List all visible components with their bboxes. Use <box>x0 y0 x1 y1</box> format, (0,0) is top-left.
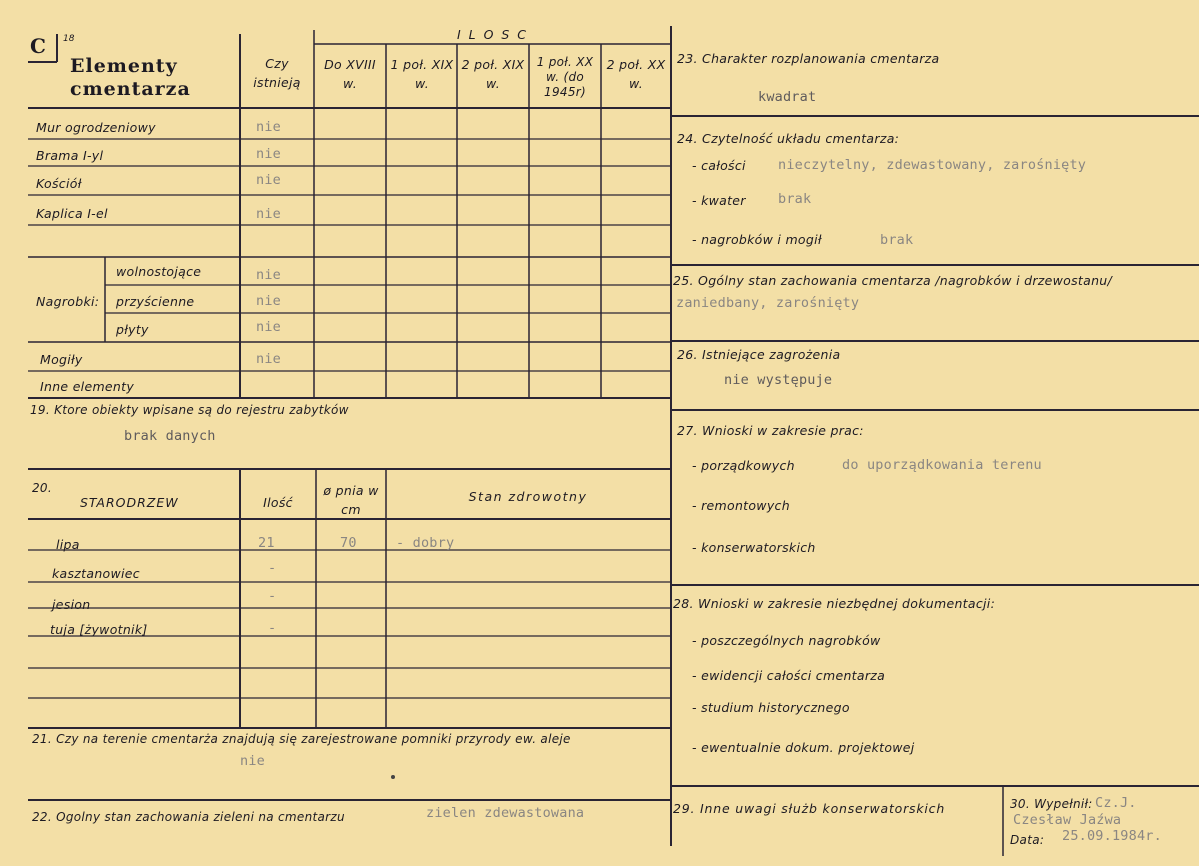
q24-item-answer: nieczytelny, zdewastowany, zarośnięty <box>778 157 1087 173</box>
nagrobki-row-label: płyty <box>116 322 149 337</box>
q28-item: - poszczególnych nagrobków <box>692 633 881 648</box>
q28-label: 28. Wnioski w zakresie niezbędnej dokumentacji: <box>673 596 996 611</box>
q26-label: 26. Istniejące zagrożenia <box>677 347 841 362</box>
period-2: 1 poł. XIX w. <box>390 57 454 91</box>
q28-item: - ewidencji całości cmentarza <box>692 668 886 683</box>
q30-date-label: Data: <box>1010 833 1045 847</box>
element-label: Kaplica I-el <box>36 206 108 221</box>
q27-item-label: - konserwatorskich <box>692 540 816 555</box>
mogily-value: nie <box>256 351 281 367</box>
q22-label: 22. Ogolny stan zachowania zieleni na cmentarzu <box>32 810 345 824</box>
mogily-label: Mogiły <box>40 352 83 367</box>
element-value: nie <box>256 119 281 135</box>
q26-answer: nie występuje <box>724 372 833 388</box>
q21-label: 21. Czy na terenie cmentarża znajdują się zarejestrowane pomniki przyrody ew. aleje <box>32 732 571 746</box>
starodrzew-col-stan: Stan zdrowotny <box>468 489 588 504</box>
tree-name: lipa <box>56 537 80 552</box>
period-4: 1 poł. XX w. (do 1945r) <box>536 55 594 99</box>
title-line1: Elementy <box>70 55 178 77</box>
q27-item-label: - remontowych <box>692 498 790 513</box>
inne-label: Inne elementy <box>40 379 135 394</box>
ilosc-header: I L O S C <box>456 27 529 42</box>
q23-label: 23. Charakter rozplanowania cmentarza <box>677 51 940 66</box>
card-letter: C <box>30 34 46 58</box>
q27-label: 27. Wnioski w zakresie prac: <box>677 423 864 438</box>
nagrobki-row-value: nie <box>256 319 281 335</box>
period-3: 2 poł. XIX w. <box>461 57 525 91</box>
starodrzew-title: STARODRZEW <box>80 495 179 510</box>
period-1: Do XVIII w. <box>324 57 376 91</box>
q24-item-label: - nagrobków i mogił <box>692 232 822 247</box>
q25-answer: zaniedbany, zarośnięty <box>676 295 860 311</box>
tree-name: tuja [żywotnik] <box>50 622 148 637</box>
tree-ilosc: 21 <box>258 535 275 551</box>
q28-item: - studium historycznego <box>692 700 850 715</box>
ink-dot <box>391 775 395 779</box>
q24-item-label: - całości <box>692 158 746 173</box>
q24-label: 24. Czytelność układu cmentarza: <box>677 131 900 146</box>
q30-initials: Cz.J. <box>1095 795 1137 811</box>
element-label: Mur ogrodzeniowy <box>36 120 156 135</box>
title-line2: cmentarza <box>70 78 191 100</box>
nagrobki-label: Nagrobki: <box>36 294 100 309</box>
nagrobki-row-label: wolnostojące <box>116 264 202 279</box>
nagrobki-row-label: przyścienne <box>116 294 195 309</box>
period-5: 2 poł. XX w. <box>606 57 666 91</box>
tree-ilosc: - <box>268 620 277 636</box>
nagrobki-row-value: nie <box>256 293 281 309</box>
q19-answer: brak danych <box>124 428 216 444</box>
tree-stan: - dobry <box>396 535 455 551</box>
tree-pien: 70 <box>340 535 357 551</box>
element-label: Kościół <box>36 176 82 191</box>
tree-name: kasztanowiec <box>52 566 140 581</box>
tree-ilosc: - <box>268 560 277 576</box>
q27-item-label: - porządkowych <box>692 458 795 473</box>
nagrobki-row-value: nie <box>256 267 281 283</box>
q25-label: 25. Ogólny stan zachowania cmentarza /nagrobków i drzewostanu/ <box>673 273 1113 288</box>
element-label: Brama I-yl <box>36 148 104 163</box>
q30-label: 30. Wypełnił: <box>1010 797 1093 811</box>
q23-answer: kwadrat <box>758 89 817 105</box>
tree-ilosc: - <box>268 588 277 604</box>
q30-date: 25.09.1984r. <box>1062 828 1162 844</box>
card-number: 18 <box>63 34 75 44</box>
q19-label: 19. Ktore obiekty wpisane są do rejestru zabytków <box>30 403 349 417</box>
starodrzew-number: 20. <box>32 481 52 495</box>
starodrzew-col-ilosc: Ilość <box>263 495 293 510</box>
q24-item-answer: brak <box>778 191 812 207</box>
starodrzew-col-pnia: ø pnia w cm <box>323 483 379 517</box>
q29-label: 29. Inne uwagi służb konserwatorskich <box>673 801 946 816</box>
element-value: nie <box>256 206 281 222</box>
tree-name: jesion <box>52 597 91 612</box>
q27-item-answer: do uporządkowania terenu <box>842 457 1042 473</box>
q30-name: Czesław Jaźwa <box>1013 812 1122 828</box>
q22-answer: zielen zdewastowana <box>426 805 585 821</box>
q21-answer: nie <box>240 753 265 769</box>
czy-istnieja-header: Czy istnieją <box>253 56 301 90</box>
element-value: nie <box>256 146 281 162</box>
q24-item-label: - kwater <box>692 193 746 208</box>
q28-item: - ewentualnie dokum. projektowej <box>692 740 915 755</box>
q24-item-answer: brak <box>880 232 914 248</box>
element-value: nie <box>256 172 281 188</box>
